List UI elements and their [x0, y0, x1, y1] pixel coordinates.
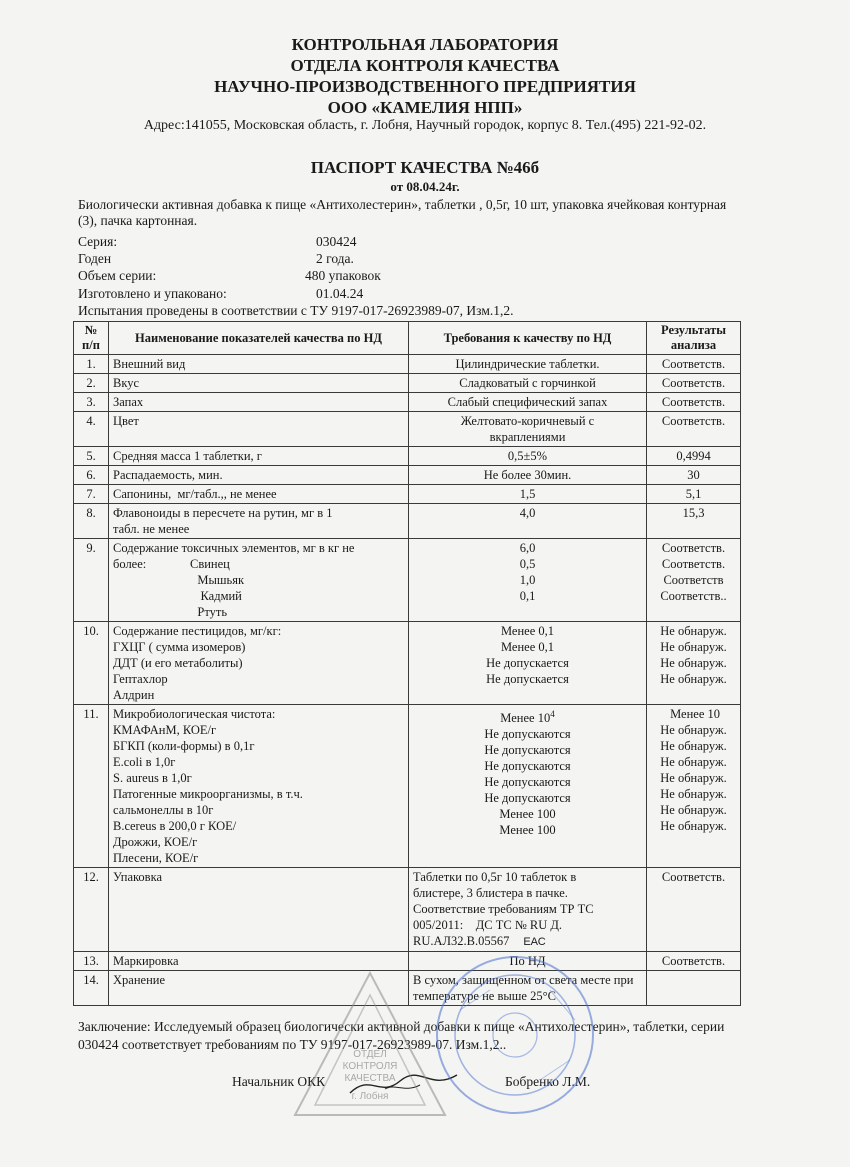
indicator-name-line: Вкус [113, 376, 140, 390]
result-line: 15,3 [682, 506, 705, 520]
indicator-name-line: более: Свинец [113, 557, 230, 571]
requirement-line: 1,0 [519, 573, 536, 587]
indicator-name [109, 868, 409, 952]
row-number: 7. [74, 485, 109, 504]
indicator-name-line: Флавоноиды в пересчете на рутин, мг в 1 [113, 506, 333, 520]
indicator-name-line: B.cereus в 200,0 г КОЕ/ [113, 819, 237, 833]
lab-title-line-1: КОНТРОЛЬНАЯ ЛАБОРАТОРИЯ [291, 35, 559, 54]
indicator-name-line: Запах [113, 395, 144, 409]
result-line: Соответств. [661, 557, 726, 571]
indicator-name-line: Кадмий [113, 589, 242, 603]
result [647, 447, 741, 466]
requirement-line: 4,0 [519, 506, 536, 520]
table-header-row [74, 322, 741, 355]
requirement [409, 393, 647, 412]
indicator-name-line: E.coli в 1,0г [113, 755, 176, 769]
table-row [74, 622, 741, 705]
triangle-stamp-city: г. Лобня [351, 1091, 389, 1102]
table-row [74, 412, 741, 447]
table-body [74, 355, 741, 1006]
indicator-name-line: БГКП (коли-формы) в 0,1г [113, 739, 255, 753]
indicator-name [109, 412, 409, 447]
requirement-line: Не допускаются [484, 791, 571, 806]
indicator-name-line: ГХЦГ ( сумма изомеров) [113, 640, 246, 654]
table-row [74, 705, 741, 868]
table-row [74, 447, 741, 466]
requirement-line: Менее 0,1 [500, 624, 555, 638]
indicator-name [109, 393, 409, 412]
triangle-stamp-text-3: КАЧЕСТВА [344, 1073, 396, 1084]
requirement-line: Не допускается [486, 672, 569, 686]
result-line: Соответств.. [660, 589, 727, 603]
requirement-line: Соответствие требованиям ТР ТС [413, 902, 594, 916]
row-number: 11. [74, 705, 109, 868]
requirement-line: 0,5±5% [507, 449, 548, 463]
indicator-name-line: Сапонины, мг/табл.,, не менее [113, 487, 277, 501]
table-row [74, 355, 741, 374]
table-row [74, 466, 741, 485]
requirement-line: Менее 100 [499, 823, 556, 838]
row-number: 3. [74, 393, 109, 412]
requirement-line: Не более 30мин. [483, 468, 572, 482]
indicator-name-line: Упаковка [113, 870, 163, 884]
requirement-line: Не допускаются [484, 775, 571, 790]
result-line: Не обнаруж. [660, 739, 727, 753]
requirement [409, 466, 647, 485]
requirement [409, 539, 647, 622]
result-line: Не обнаруж. [660, 723, 727, 737]
requirement-line: 6,0 [519, 541, 536, 555]
indicator-name-line: Патогенные микроорганизмы, в т.ч. [113, 787, 303, 801]
result-line: Не обнаруж. [660, 624, 727, 638]
header-req: Требования к качеству по НД [409, 322, 647, 355]
result-line: Соответств. [661, 414, 726, 428]
result [647, 622, 741, 705]
indicator-name-line: сальмонеллы в 10г [113, 803, 214, 817]
row-number: 5. [74, 447, 109, 466]
result [647, 412, 741, 447]
requirement-line: 005/2011: ДС ТС № RU Д. [413, 918, 563, 932]
header-name: Наименование показателей качества по НД [109, 322, 409, 355]
table-row [74, 868, 741, 952]
indicator-name [109, 971, 409, 1006]
requirement-line: Таблетки по 0,5г 10 таблеток в [413, 870, 577, 884]
result-line: Не обнаруж. [660, 787, 727, 801]
result-line: Соответств. [661, 541, 726, 555]
result [647, 705, 741, 868]
requirement-line: вкраплениями [489, 430, 566, 444]
indicator-name-line: Алдрин [113, 688, 155, 702]
passport-date: от 08.04.24г. [390, 179, 460, 194]
table-row [74, 393, 741, 412]
row-number: 4. [74, 412, 109, 447]
indicator-name-line: Гептахлор [113, 672, 168, 686]
valid-value: 2 года. [316, 251, 354, 266]
requirement-line: По НД [509, 954, 546, 968]
result-line: 0,4994 [676, 449, 711, 463]
handwritten-signature-icon [342, 1061, 465, 1103]
eac-mark: ЕАС [523, 936, 546, 948]
requirement-line: Не допускаются [484, 727, 571, 742]
table-row [74, 504, 741, 539]
product-description: Биологически активная добавка к пище «Антихолестерин», таблетки , 0,5г, 10 шт, упаковка ячейковая контурная (3), пачка картонная. [78, 197, 727, 228]
table-row [74, 374, 741, 393]
volume-label: Объем серии: [78, 268, 157, 283]
indicator-name-line: Содержание пестицидов, мг/кг: [113, 624, 282, 638]
made-label: Изготовлено и упаковано: [78, 286, 227, 301]
requirement [409, 868, 647, 952]
series-value: 030424 [316, 234, 357, 249]
indicator-name-line: Распадаемость, мин. [113, 468, 223, 482]
indicator-name-line: Плесени, КОЕ/г [113, 851, 199, 865]
indicator-name-line: Ртуть [113, 605, 228, 619]
indicator-name-line: Дрожжи, КОЕ/г [113, 835, 198, 849]
result [647, 374, 741, 393]
result-line: Соответств. [661, 395, 726, 409]
indicator-name-line: Внешний вид [113, 357, 186, 371]
indicator-name [109, 504, 409, 539]
result [647, 971, 741, 1006]
indicator-name-line: табл. не менее [113, 522, 190, 536]
requirement-line: 0,1 [519, 589, 536, 603]
requirement-line: RU.АЛ32.В.05567 ЕАС [413, 934, 546, 948]
requirement-line: Не допускаются [484, 759, 571, 774]
indicator-name [109, 374, 409, 393]
indicator-name-line: Хранение [113, 973, 165, 987]
row-number: 2. [74, 374, 109, 393]
volume-value: 480 упаковок [305, 268, 381, 283]
table-row [74, 971, 741, 1006]
requirement-line: Слабый специфический запах [447, 395, 608, 409]
result-line: Соответств. [661, 357, 726, 371]
result [647, 485, 741, 504]
kmafanm-exponent: 4 [550, 709, 555, 719]
requirement-line: В сухом, защищенном от света месте при [413, 973, 634, 987]
result-line: 5,1 [685, 487, 702, 501]
requirement [409, 447, 647, 466]
signature-role: Начальник ОКК [232, 1074, 326, 1089]
requirement [409, 705, 647, 868]
requirement-line: Сладковатый с горчинкой [459, 376, 596, 390]
table-row [74, 539, 741, 622]
result [647, 868, 741, 952]
result-line: Менее 10 [666, 707, 721, 721]
result-line: Не обнаруж. [660, 755, 727, 769]
valid-label: Годен [78, 251, 112, 266]
row-number: 6. [74, 466, 109, 485]
triangle-stamp-text-2: КОНТРОЛЯ [342, 1061, 398, 1072]
indicator-name [109, 539, 409, 622]
header-num: № п/п [74, 322, 109, 355]
row-number: 9. [74, 539, 109, 622]
requirement-line: Не допускаются [484, 743, 571, 758]
requirement [409, 504, 647, 539]
made-value: 01.04.24 [316, 286, 364, 301]
requirement-line: Менее 100 [499, 807, 556, 822]
indicator-name-line: Маркировка [113, 954, 179, 968]
row-number: 8. [74, 504, 109, 539]
quality-table [73, 321, 741, 1006]
tests-note: Испытания проведены в соответствии с ТУ 9197-017-26923989-07, Изм.1,2. [78, 303, 514, 318]
result-line: Соответств. [661, 870, 726, 884]
result-line: Не обнаруж. [660, 819, 727, 833]
requirement-line: 0,5 [519, 557, 536, 571]
row-number: 10. [74, 622, 109, 705]
requirement-line: Желтовато-коричневый с [460, 414, 595, 428]
result-line: Соответств. [661, 954, 726, 968]
lab-address: Адрес:141055, Московская область, г. Лобня, Научный городок, корпус 8. Тел.(495) 221-92-02. [143, 118, 707, 133]
requirement-line: блистере, 3 блистера в пачке. [413, 886, 568, 900]
row-number: 13. [74, 952, 109, 971]
row-number: 14. [74, 971, 109, 1006]
conclusion: Заключение: Исследуемый образец биологически активной добавки к пище «Антихолестерин», таблетки, серии 030424 соответствует требованиям по ТУ 9197-017-26923989-07. Изм.1,2.. [78, 1019, 725, 1052]
indicator-name-line: Средняя масса 1 таблетки, г [113, 449, 262, 463]
row-number: 1. [74, 355, 109, 374]
requirement [409, 412, 647, 447]
result [647, 504, 741, 539]
requirement [409, 622, 647, 705]
row-number: 12. [74, 868, 109, 952]
requirement-line: Менее $10^4$ [500, 709, 555, 726]
requirement [409, 952, 647, 971]
result-line: Не обнаруж. [660, 640, 727, 654]
indicator-name [109, 952, 409, 971]
indicator-name-line: Мышьяк [113, 573, 245, 587]
lab-title-line-4: ООО «КАМЕЛИЯ НПП» [327, 98, 523, 117]
result [647, 355, 741, 374]
result-line: Соответств [663, 573, 724, 587]
indicator-name [109, 705, 409, 868]
result-line: Не обнаруж. [660, 672, 727, 686]
requirement-line: Цилиндрические таблетки. [455, 357, 600, 371]
table-row [74, 485, 741, 504]
requirement [409, 485, 647, 504]
result [647, 393, 741, 412]
indicator-name-line: S. aureus в 1,0г [113, 771, 192, 785]
requirement-line: Не допускается [486, 656, 569, 670]
result-line: Не обнаруж. [660, 771, 727, 785]
result [647, 466, 741, 485]
indicator-name [109, 485, 409, 504]
triangle-stamp-text-1: ОТДЕЛ [353, 1049, 387, 1060]
lab-title-line-2: ОТДЕЛА КОНТРОЛЯ КАЧЕСТВА [290, 56, 560, 75]
lab-title-line-3: НАУЧНО-ПРОИЗВОДСТВЕННОГО ПРЕДПРИЯТИЯ [214, 77, 636, 96]
indicator-name [109, 355, 409, 374]
requirement [409, 374, 647, 393]
result-line: Не обнаруж. [660, 803, 727, 817]
result [647, 952, 741, 971]
result-line: 30 [687, 468, 700, 482]
requirement-line: 1,5 [519, 487, 536, 501]
passport-title: ПАСПОРТ КАЧЕСТВА №46б [310, 158, 540, 177]
indicator-name [109, 622, 409, 705]
requirement [409, 355, 647, 374]
signature-name: Бобренко Л.М. [505, 1074, 591, 1089]
indicator-name-line: Цвет [113, 414, 139, 428]
result-line: Не обнаруж. [660, 656, 727, 670]
indicator-name-line: ДДТ (и его метаболиты) [113, 656, 243, 670]
table-row [74, 952, 741, 971]
result [647, 539, 741, 622]
indicator-name [109, 466, 409, 485]
requirement-line: температуре не выше 25°С [413, 989, 556, 1003]
requirement-line: Менее 0,1 [500, 640, 555, 654]
result-line: Соответств. [661, 376, 726, 390]
indicator-name [109, 447, 409, 466]
indicator-name-line: Содержание токсичных элементов, мг в кг не [113, 541, 355, 555]
indicator-name-line: КМАФАнМ, КОЕ/г [113, 723, 217, 737]
indicator-name-line: Микробиологическая чистота: [113, 707, 276, 721]
series-label: Серия: [78, 234, 118, 249]
requirement [409, 971, 647, 1006]
header-res: Результаты анализа [647, 322, 741, 355]
